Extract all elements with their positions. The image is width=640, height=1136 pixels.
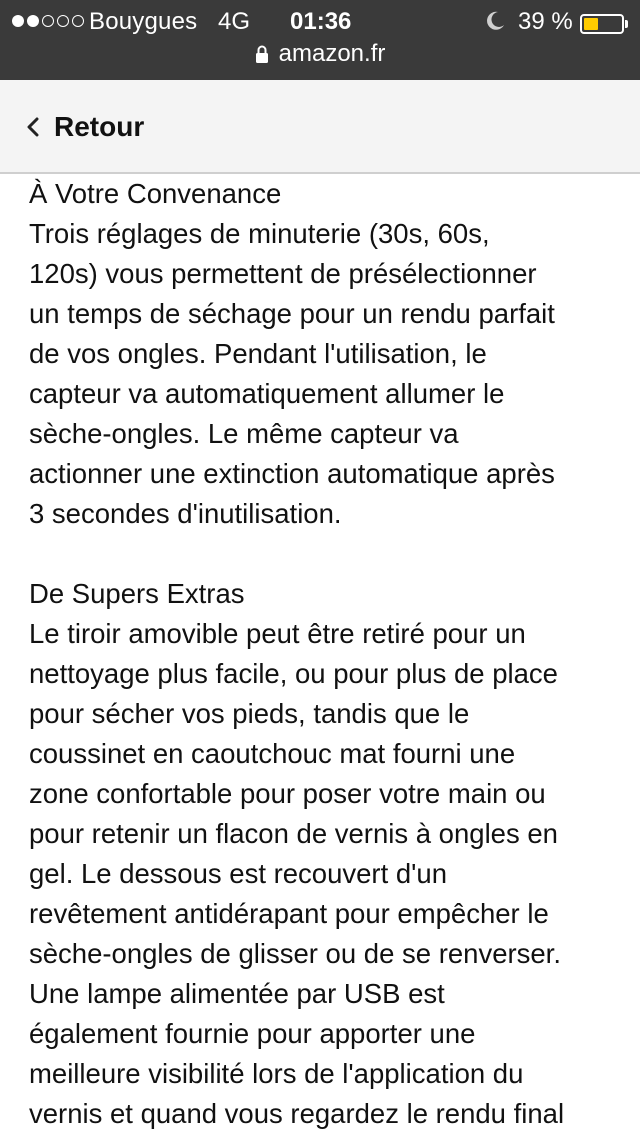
battery-fill <box>584 18 598 30</box>
description-line: vernis et quand vous regardez le rendu final <box>29 1098 565 1129</box>
carrier-name: Bouygues <box>89 8 198 35</box>
battery-icon <box>580 14 624 34</box>
battery-cap <box>625 20 628 28</box>
description-line: gel. Le dessous est recouvert d'un <box>29 858 448 889</box>
moon-icon <box>484 10 506 32</box>
address-bar[interactable] <box>0 40 640 72</box>
battery-percentage: 39 % <box>518 8 573 35</box>
lock-icon <box>255 44 269 64</box>
description-line: nettoyage plus facile, ou pour plus de place <box>29 658 558 689</box>
description-line: Une lampe alimentée par USB est <box>29 978 445 1009</box>
description-line: 120s) vous permettent de présélectionner <box>29 258 537 289</box>
signal-dot <box>27 15 39 27</box>
description-line: un temps de séchage pour un rendu parfait <box>29 298 555 329</box>
section-title: À Votre Convenance <box>29 178 282 209</box>
product-description <box>29 174 619 1134</box>
description-line: de vos ongles. Pendant l'utilisation, le <box>29 338 487 369</box>
paragraph-spacer <box>29 534 619 574</box>
status-row <box>0 6 640 38</box>
description-line: sèche-ongles. Le même capteur va <box>29 418 459 449</box>
section-title: De Supers Extras <box>29 578 245 609</box>
signal-dot <box>42 15 54 27</box>
description-line: 3 secondes d'inutilisation. <box>29 498 342 529</box>
address-bar-inner <box>255 40 386 68</box>
description-line: sèche-ongles de glisser ou de se renverser. <box>29 938 561 969</box>
description-line: revêtement antidérapant pour empêcher le <box>29 898 549 929</box>
description-line: également fournie pour apporter une <box>29 1018 476 1049</box>
description-line: zone confortable pour poser votre main ou <box>29 778 546 809</box>
description-line: actionner une extinction automatique après <box>29 458 555 489</box>
description-line: pour sécher vos pieds, tandis que le <box>29 698 470 729</box>
status-time: 01:36 <box>290 8 352 35</box>
network-type: 4G <box>218 8 251 35</box>
signal-dot <box>72 15 84 27</box>
signal-strength-icon <box>12 15 84 27</box>
description-line: Trois réglages de minuterie (30s, 60s, <box>29 218 490 249</box>
description-line: Le tiroir amovible peut être retiré pour un <box>29 618 526 649</box>
description-line: pour retenir un flacon de vernis à ongles en <box>29 818 558 849</box>
back-label: Retour <box>54 111 145 142</box>
description-line: capteur va automatiquement allumer le <box>29 378 505 409</box>
chevron-left-icon <box>26 116 40 138</box>
navigation-bar <box>0 80 640 174</box>
status-bar <box>0 0 640 80</box>
description-line: meilleure visibilité lors de l'application du <box>29 1058 524 1089</box>
signal-dot <box>12 15 24 27</box>
description-line: coussinet en caoutchouc mat fourni une <box>29 738 516 769</box>
url-text: amazon.fr <box>278 40 386 67</box>
back-button[interactable] <box>26 104 144 150</box>
signal-dot <box>57 15 69 27</box>
